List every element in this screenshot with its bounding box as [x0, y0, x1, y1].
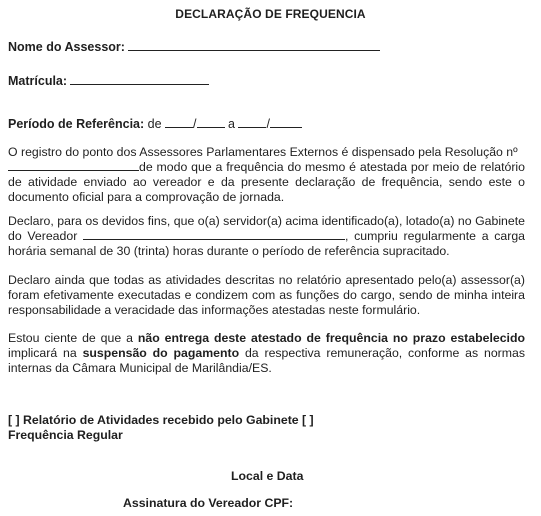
- periodo-label: Período de Referência:: [8, 117, 145, 131]
- periodo-end-day-blank[interactable]: [238, 117, 266, 128]
- local-data-label: Local e Data: [231, 469, 304, 483]
- matricula-blank[interactable]: [70, 74, 209, 85]
- periodo-start-month-blank[interactable]: [197, 117, 225, 128]
- p3-text: Declaro ainda que todas as atividades descritas no relatório apresentado pelo(a) assessor(a) foram efetivamente executadas e condizem com as funções do cargo, sendo de minha inteira responsabilidade a veracidade das informações atestadas neste formulário.: [8, 273, 525, 317]
- paragraph-ciente: [8, 331, 525, 376]
- p4-text-3: da respectiva remuneração, conforme as normas internas da Câmara Municipal de Marilândia/ES.: [8, 346, 525, 375]
- p2-text-1: Declaro, para os devidos fins, que o(a) servidor(a) acima identificado(a), lotado(a) no Gabinete do Vereador: [8, 214, 525, 243]
- assinatura-label: Assinatura do Vereador CPF:: [123, 496, 294, 510]
- periodo-a-text: a: [228, 117, 235, 131]
- p1-text-2: de modo que a frequência do mesmo é atestada por meio de relatório de atividade enviado ao vereador e da presente declaração de frequência, sendo este o documento oficial para a comprovação de jornada.: [8, 160, 525, 204]
- p1-text-1: O registro do ponto dos Assessores Parlamentares Externos é dispensado pela Resolução nº: [8, 145, 518, 159]
- p4-text-1: Estou ciente de que a: [8, 331, 133, 345]
- p4-bold-1: não entrega deste atestado de frequência no prazo estabelecido: [137, 331, 525, 345]
- p4-bold-2: suspensão do pagamento: [82, 346, 240, 360]
- periodo-de-text: de: [147, 117, 162, 131]
- periodo-referencia-field: Período de Referência: de / a /: [8, 117, 302, 131]
- paragraph-declaro-ainda: [8, 273, 525, 318]
- periodo-start-day-blank[interactable]: [165, 117, 193, 128]
- document-title: DECLARAÇÃO DE FREQUENCIA: [175, 7, 366, 21]
- p2-text-2: , cumpriu regularmente a carga horária semanal de 30 (trinta) horas durante o período de referência supracitado.: [8, 229, 525, 258]
- nome-assessor-field: [8, 40, 380, 54]
- matricula-label: Matrícula:: [8, 74, 68, 88]
- frequencia-regular-label: Frequência Regular: [8, 428, 123, 442]
- relatorio-checkbox-line[interactable]: [ ] Relatório de Atividades recebido pelo Gabinete [ ]: [8, 413, 314, 427]
- nome-assessor-label: Nome do Assessor:: [8, 40, 125, 54]
- nome-assessor-blank[interactable]: [128, 40, 380, 51]
- p4-text-2: implicará na: [8, 346, 77, 360]
- paragraph-declaro: [8, 214, 525, 259]
- periodo-end-month-blank[interactable]: [270, 117, 302, 128]
- matricula-field: [8, 74, 209, 88]
- paragraph-registro: [8, 145, 525, 205]
- vereador-name-blank[interactable]: [83, 229, 345, 240]
- resolucao-number-blank[interactable]: [8, 160, 139, 171]
